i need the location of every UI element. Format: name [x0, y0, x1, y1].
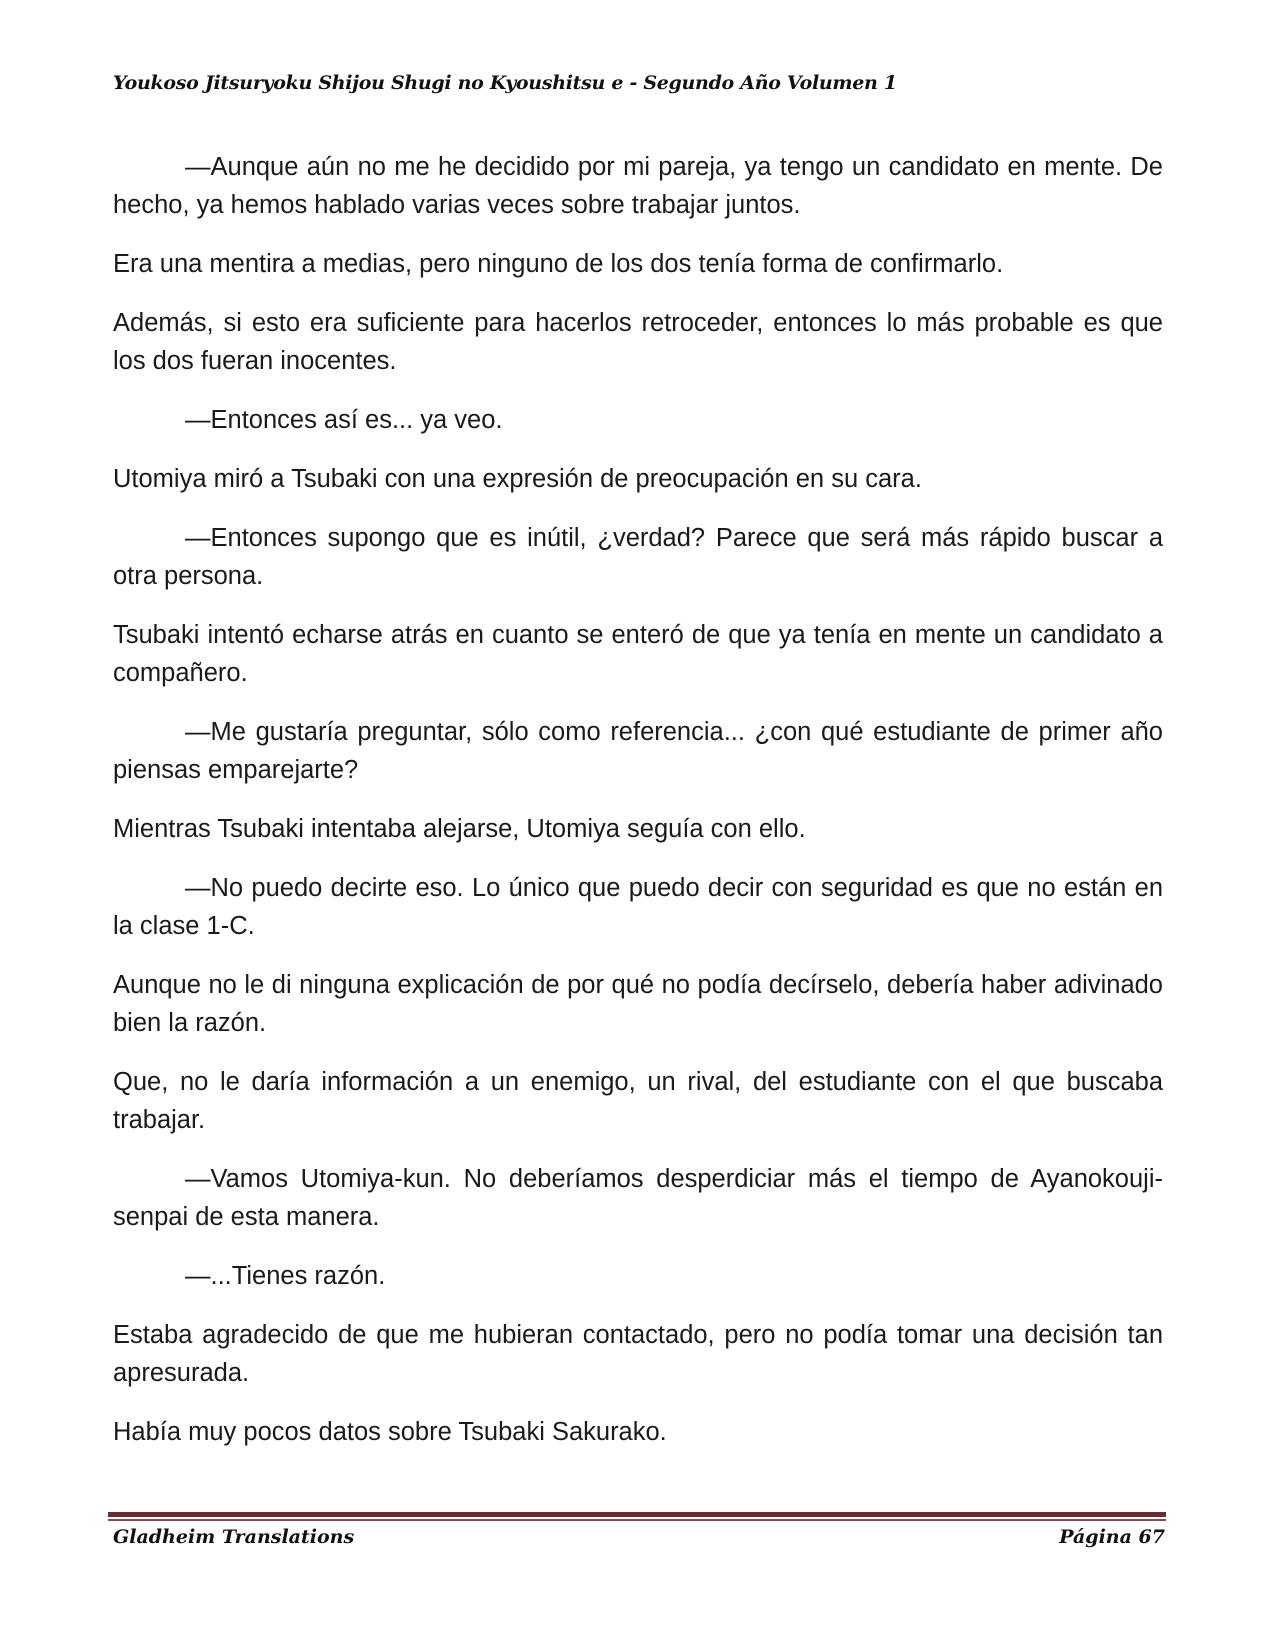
footer-divider-thick — [108, 1512, 1166, 1517]
paragraph-dialog: —Entonces supongo que es inútil, ¿verdad? Parece que será más rápido buscar a otra persona. — [113, 524, 1163, 590]
paragraph-narration: Además, si esto era suficiente para hacerlos retroceder, entonces lo más probable es que los dos fueran inocentes. — [113, 309, 1163, 375]
paragraph-narration: Estaba agradecido de que me hubieran contactado, pero no podía tomar una decisión tan apresurada. — [113, 1321, 1163, 1387]
body-text — [113, 148, 1163, 1472]
running-header: Youkoso Jitsuryoku Shijou Shugi no Kyoushitsu e - Segundo Año Volumen 1 — [113, 72, 897, 94]
paragraph-narration: Mientras Tsubaki intentaba alejarse, Utomiya seguía con ello. — [113, 815, 806, 843]
paragraph-dialog: —Entonces así es... ya veo. — [185, 406, 503, 434]
footer-publisher: Gladheim Translations — [113, 1526, 355, 1548]
footer-divider-thin — [108, 1519, 1166, 1521]
paragraph-dialog: —Me gustaría preguntar, sólo como referencia... ¿con qué estudiante de primer año piensas emparejarte? — [113, 718, 1163, 784]
paragraph-narration: Aunque no le di ninguna explicación de por qué no podía decírselo, debería haber adivinado bien la razón. — [113, 971, 1163, 1037]
paragraph-dialog: —No puedo decirte eso. Lo único que puedo decir con seguridad es que no están en la clase 1-C. — [113, 874, 1163, 940]
paragraph-narration: Había muy pocos datos sobre Tsubaki Sakurako. — [113, 1418, 667, 1446]
paragraph-narration: Era una mentira a medias, pero ninguno de los dos tenía forma de confirmarlo. — [113, 250, 1004, 278]
footer-page-number: Página 67 — [1059, 1526, 1165, 1548]
paragraph-narration: Que, no le daría información a un enemigo, un rival, del estudiante con el que buscaba trabajar. — [113, 1068, 1163, 1134]
paragraph-narration: Utomiya miró a Tsubaki con una expresión de preocupación en su cara. — [113, 465, 922, 493]
footer-divider — [108, 1512, 1166, 1522]
paragraph-dialog: —Vamos Utomiya-kun. No deberíamos desperdiciar más el tiempo de Ayanokouji-senpai de esta manera. — [113, 1165, 1163, 1231]
paragraph-dialog: —Aunque aún no me he decidido por mi pareja, ya tengo un candidato en mente. De hecho, ya hemos hablado varias veces sobre trabajar juntos. — [113, 153, 1163, 219]
paragraph-dialog: —...Tienes razón. — [185, 1262, 386, 1290]
paragraph-narration: Tsubaki intentó echarse atrás en cuanto se enteró de que ya tenía en mente un candidato a compañero. — [113, 621, 1163, 687]
